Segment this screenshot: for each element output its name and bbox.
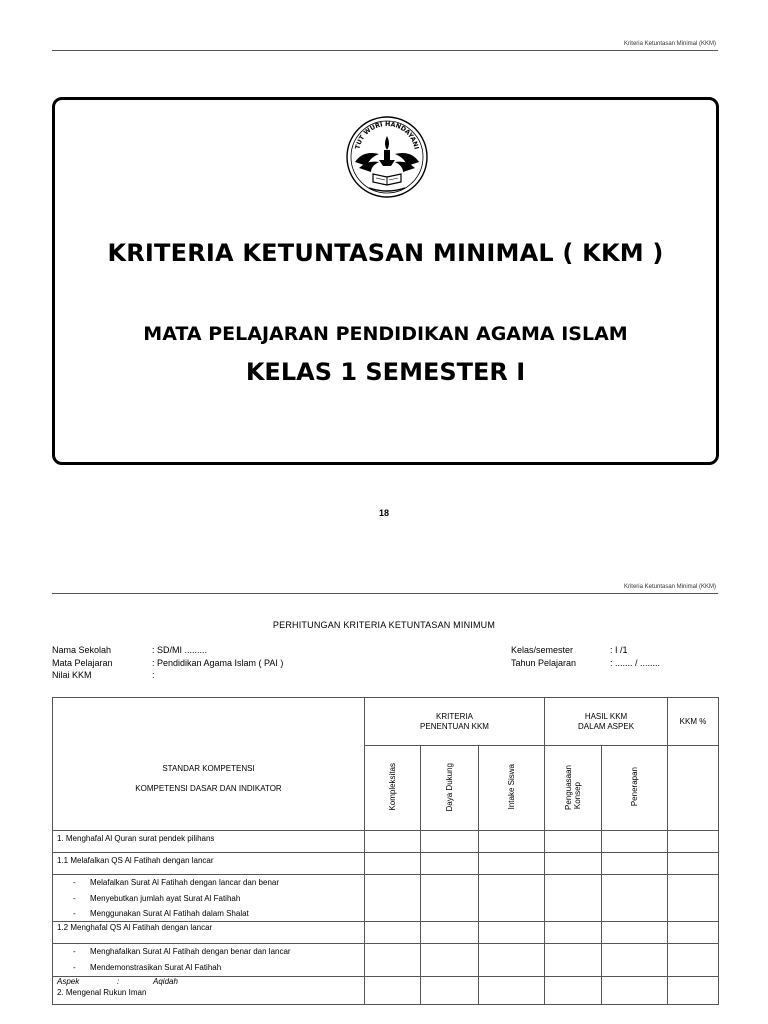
indicator-text: Menggunakan Surat Al Fatihah dalam Shalat [90,909,249,918]
col-penguasaan-label-2: Konsep [573,782,583,810]
meta-value: : Pendidikan Agama Islam ( PAI ) [152,657,284,668]
indicator-item [53,891,364,907]
dash: - [73,947,76,956]
col-intake [479,746,545,831]
meta-value: : SD/MI ......... [152,645,208,655]
meta-row-class [511,644,660,657]
header-rule-2 [52,593,718,594]
indicator-text: Menghafalkan Surat Al Fatihah dengan benar dan lancar [90,947,291,956]
indicator-item [53,907,364,921]
indicator-text: Menyebutkan jumlah ayat Surat Al Fatihah [90,894,241,903]
aspek-sep: : [117,977,120,986]
header-kriteria [365,698,545,746]
calc-title: PERHITUNGAN KRITERIA KETUNTASAN MINIMUM [272,620,496,630]
meta-label: Nilai KKM [52,670,92,680]
header-kriteria-line2: PENENTUAN KKM [420,721,489,731]
indicator-item [53,960,364,976]
header-kd: KOMPETENSI DASAR DAN INDIKATOR [135,783,282,793]
sk1-text: 1. Menghafal Al Quran surat pendek pilihans [57,834,215,843]
col-penerapan [602,746,668,831]
dash: - [73,909,76,918]
col-penguasaan-label-1: Penguasaan [564,764,574,810]
meta-value: : [152,670,155,680]
header-kkm-percent: KKM % [668,698,719,746]
col-kompleksitas [365,746,421,831]
sk2-text: 2. Mengenal Rukun Iman [57,988,147,997]
col-penerapan-label: Penerapan [630,767,640,807]
header-kriteria-line1: KRITERIA [436,711,473,721]
meta-label: Tahun Pelajaran [511,657,577,668]
dash: - [73,878,76,887]
indicator-text: Mendemonstrasikan Surat Al Fatihah [90,963,222,972]
cover-title: KRITERIA KETUNTASAN MINIMAL ( KKM ) [107,239,664,267]
cover-class-line: KELAS 1 SEMESTER I [245,358,526,386]
table-row [53,831,719,853]
dash: - [73,894,76,903]
col-daya-dukung-label: Daya Dukung [445,762,454,812]
meta-row-school [52,644,283,657]
tut-wuri-handayani-logo-icon [345,114,429,200]
indicator-text: Melafalkan Surat Al Fatihah dengan lancar dan benar [90,878,280,887]
header-hasil-line2: DALAM ASPEK [578,721,635,731]
meta-row-kkm [52,669,283,682]
running-header: Kriteria Ketuntasan Minimal (KKM) [623,41,716,47]
kd11-text: 1.1 Melafalkan QS Al Fatihah dengan lancar [57,856,214,865]
meta-left [52,644,283,682]
meta-value: : ....... / ........ [610,657,661,668]
meta-value: : I /1 [610,645,628,655]
page-number: 18 [378,508,389,518]
kd12-text: 1.2 Menghafal QS Al Fatihah dengan lancar [57,923,213,932]
dash: - [73,963,76,972]
table-row [53,875,719,922]
kkm-table [52,697,719,1005]
cover-box [52,97,719,465]
col-penguasaan [545,746,602,831]
meta-label: Kelas/semester [511,645,574,655]
svg-text:TUT WURI HANDAYANI: TUT WURI HANDAYANI [354,120,420,150]
col-kompleksitas-label: Kompleksitas [388,763,397,811]
meta-row-subject [52,657,283,670]
table-row [53,944,719,977]
running-header-2: Kriteria Ketuntasan Minimal (KKM) [623,584,716,590]
header-rule [52,50,718,51]
aspek-label: Aspek [57,977,80,986]
aspek-value: Aqidah [153,977,178,986]
meta-label: Nama Sekolah [52,645,112,655]
meta-row-year [511,657,660,670]
table-row [53,853,719,875]
table-row [53,977,719,1005]
col-kkm-empty [668,746,719,831]
col-intake-label: Intake Siswa [507,764,516,810]
meta-label: Mata Pelajaran [52,657,113,668]
col-daya-dukung [421,746,479,831]
indicator-item [53,875,364,891]
cover-subtitle: MATA PELAJARAN PENDIDIKAN AGAMA ISLAM [143,323,628,345]
meta-right [511,644,660,669]
header-hasil-line1: HASIL KKM [584,711,628,721]
table-row [53,922,719,944]
header-sk: STANDAR KOMPETENSI [162,763,255,773]
aspek-line [53,977,364,986]
header-competency [53,698,365,831]
header-hasil [545,698,668,746]
indicator-item [53,944,364,960]
